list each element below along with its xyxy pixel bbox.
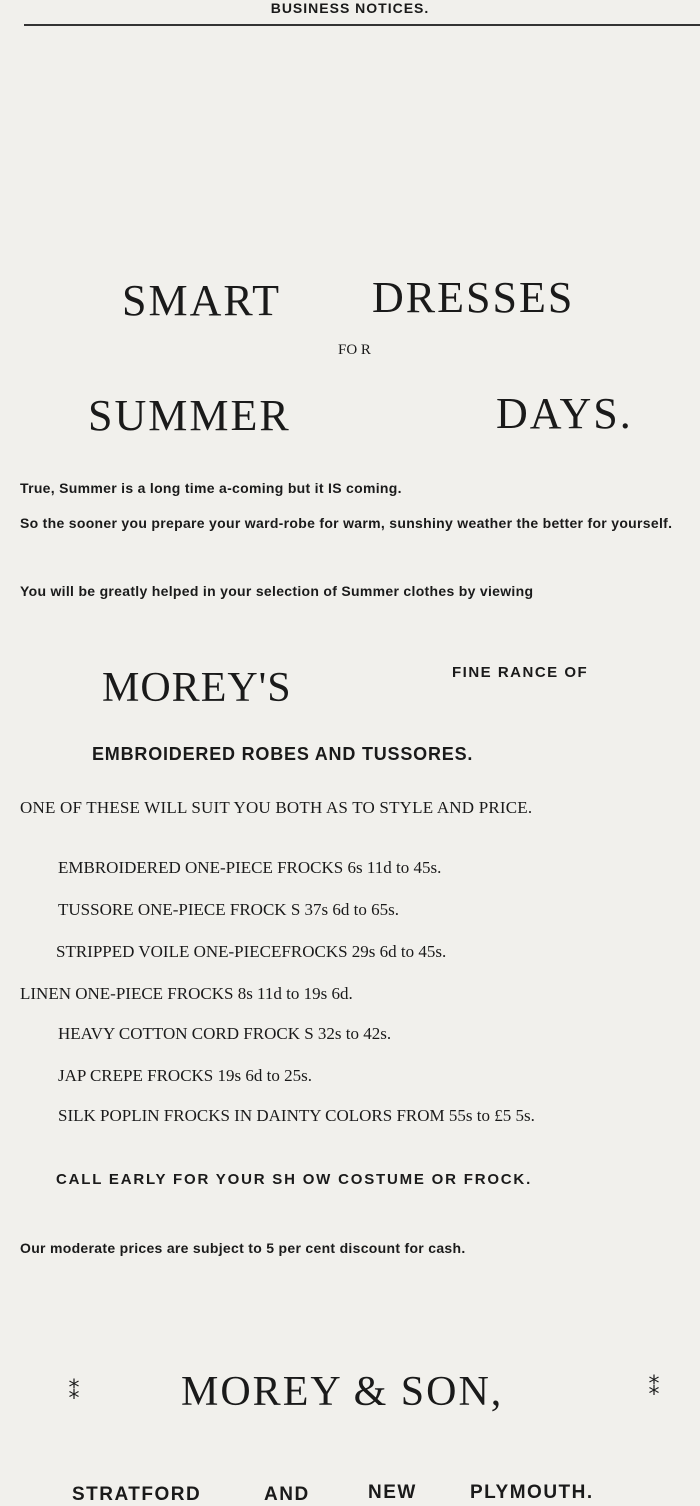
- price-list-item: SILK POPLIN FROCKS IN DAINTY COLORS FROM 55s to £5 5s.: [58, 1106, 535, 1125]
- intro-paragraph-2: So the sooner you prepare your ward-robe for warm, sunshiny weather the better for yourself.: [20, 515, 673, 531]
- asterism-icon-left: ⁑: [68, 1379, 80, 1404]
- town-new: NEW: [368, 1482, 417, 1503]
- price-list-item: EMBROIDERED ONE-PIECE FROCKS 6s 11d to 45s.: [58, 858, 442, 877]
- discount-notice: Our moderate prices are subject to 5 per cent discount for cash.: [20, 1240, 466, 1256]
- headline-smart: SMART: [122, 276, 281, 325]
- brand-range-label: FINE RANCE OF: [452, 664, 589, 681]
- town-stratford: STRATFORD: [72, 1484, 202, 1505]
- headline-days: DAYS.: [496, 389, 633, 438]
- brand-name: MOREY'S: [102, 665, 292, 711]
- asterism-icon-right: ⁑: [648, 1375, 660, 1400]
- price-list-item: STRIPPED VOILE ONE-PIECEFROCKS 29s 6d to 45s.: [56, 942, 447, 961]
- section-header: BUSINESS NOTICES.: [270, 0, 430, 16]
- town-plymouth: PLYMOUTH.: [470, 1482, 594, 1503]
- call-to-action: CALL EARLY FOR YOUR SH OW COSTUME OR FROCK.: [56, 1171, 533, 1188]
- price-list-item: JAP CREPE FROCKS 19s 6d to 25s.: [58, 1066, 312, 1085]
- headline-dresses: DRESSES: [372, 273, 575, 322]
- subhead: EMBROIDERED ROBES AND TUSSORES.: [92, 744, 474, 764]
- intro-paragraph-3: You will be greatly helped in your selection of Summer clothes by viewing: [20, 583, 534, 599]
- town-conjunction: AND: [264, 1484, 310, 1505]
- headline-for: FO R: [338, 342, 371, 358]
- price-list-item: HEAVY COTTON CORD FROCK S 32s to 42s.: [58, 1024, 392, 1043]
- price-list-item: LINEN ONE-PIECE FROCKS 8s 11d to 19s 6d.: [20, 984, 353, 1003]
- header-rule: [24, 24, 700, 26]
- tagline: ONE OF THESE WILL SUIT YOU BOTH AS TO STYLE AND PRICE.: [20, 798, 533, 817]
- intro-paragraph-1: True, Summer is a long time a-coming but it IS coming.: [20, 480, 402, 496]
- headline-summer: SUMMER: [88, 391, 291, 440]
- price-list-item: TUSSORE ONE-PIECE FROCK S 37s 6d to 65s.: [58, 900, 399, 919]
- firm-name: MOREY & SON,: [181, 1369, 504, 1415]
